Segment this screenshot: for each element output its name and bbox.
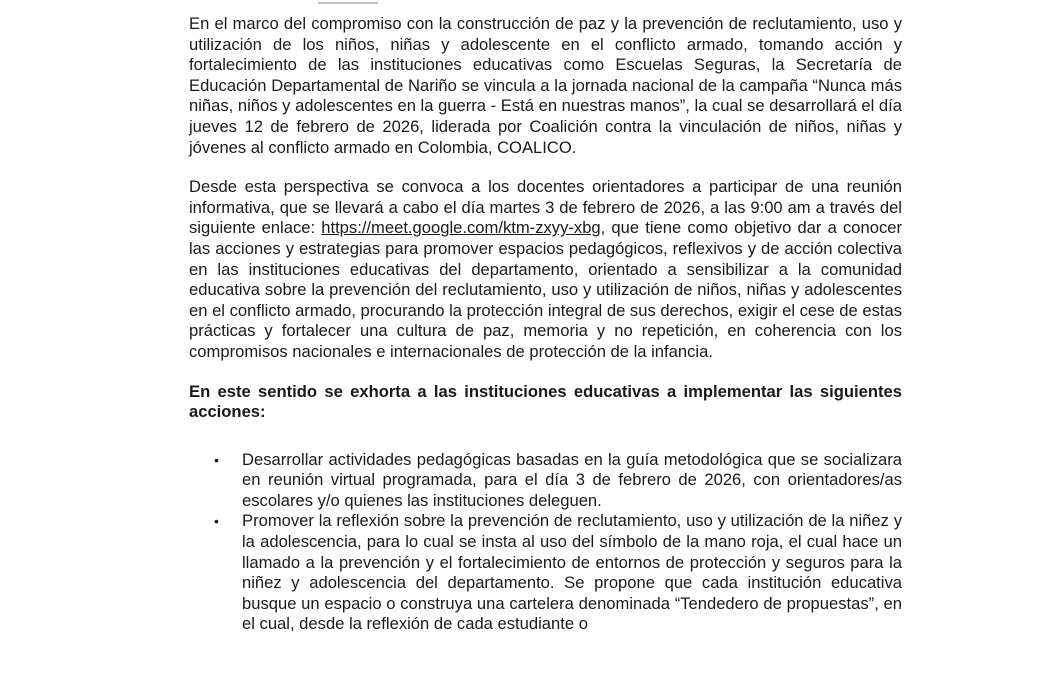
- list-item-text: Desarrollar actividades pedagógicas basadas en la guía metodológica que se socializara en reunión virtual programada, para el día 3 de febrero de 2026, con orientadores/as escolares y/o quienes las instituciones deleguen.: [242, 449, 902, 510]
- bullet-icon: •: [214, 513, 219, 530]
- paragraph-meeting-text-2: , que tiene como objetivo dar a conocer las acciones y estrategias para promover espacios pedagógicos, reflexivos y de acción colectiva en las instituciones educativas del departamento, orientado a sensibilizar a la comunidad educativa sobre la prevención del reclutamiento, uso y utilización de niños, niñas y adolescentes en el conflicto armado, procurando la protección integral de sus derechos, exigir el cese de estas prácticas y fortalecer una cultura de paz, memoria y no repetición, en coherencia con los compromisos nacionales e internacionales de protección de la infancia.: [189, 218, 903, 361]
- scan-mark: [318, 0, 378, 4]
- meet-link[interactable]: https://meet.google.com/ktm-zxyy-xbg: [321, 218, 601, 238]
- list-item-text: Promover la reflexión sobre la prevención de reclutamiento, uso y utilización de la niñez y la adolescencia, para lo cual se insta al uso del símbolo de la mano roja, el cual hace un llamado a la prevención y el fortalecimiento de entornos de protección y seguros para la niñez y adolescencia del departamento. Se propone que cada institución educativa busque un espacio o construya una cartelera denominada “Tendedero de propuestas”, en el cual, desde la reflexión de cada estudiante o: [242, 511, 902, 634]
- paragraph-intro: En el marco del compromiso con la construcción de paz y la prevención de reclutamiento, uso y utilización de los niños, niñas y adolescente en el conflicto armado, tomando acción y fortalecimiento de las instituciones educativas como Escuelas Seguras, la Secretaría de Educación Departamental de Nariño se vincula a la jornada nacional de la campaña “Nunca más niñas, niños y adolescentes en la guerra - Está en nuestras manos”, la cual se desarrollará el día jueves 12 de febrero de 2026, liderada por Coalición contra la vinculación de niños, niñas y jóvenes al conflicto armado en Colombia, COALICO.: [189, 14, 903, 157]
- list-item: [189, 511, 902, 635]
- paragraph-meeting: [189, 177, 902, 362]
- paragraph-actions-heading: En este sentido se exhorta a las instituciones educativas a implementar las siguientes acciones:: [189, 381, 902, 422]
- bullet-icon: •: [214, 451, 219, 468]
- list-item: [189, 450, 902, 512]
- paragraph-meeting-text-1: Desde esta perspectiva se convoca a los docentes orientadores a participar de una reunión informativa, que se llevará a cabo el día martes 3 de febrero de 2026, a las 9:00 am a través del siguiente enlace:: [189, 177, 902, 238]
- document-body: [189, 14, 902, 635]
- actions-list: [189, 450, 902, 635]
